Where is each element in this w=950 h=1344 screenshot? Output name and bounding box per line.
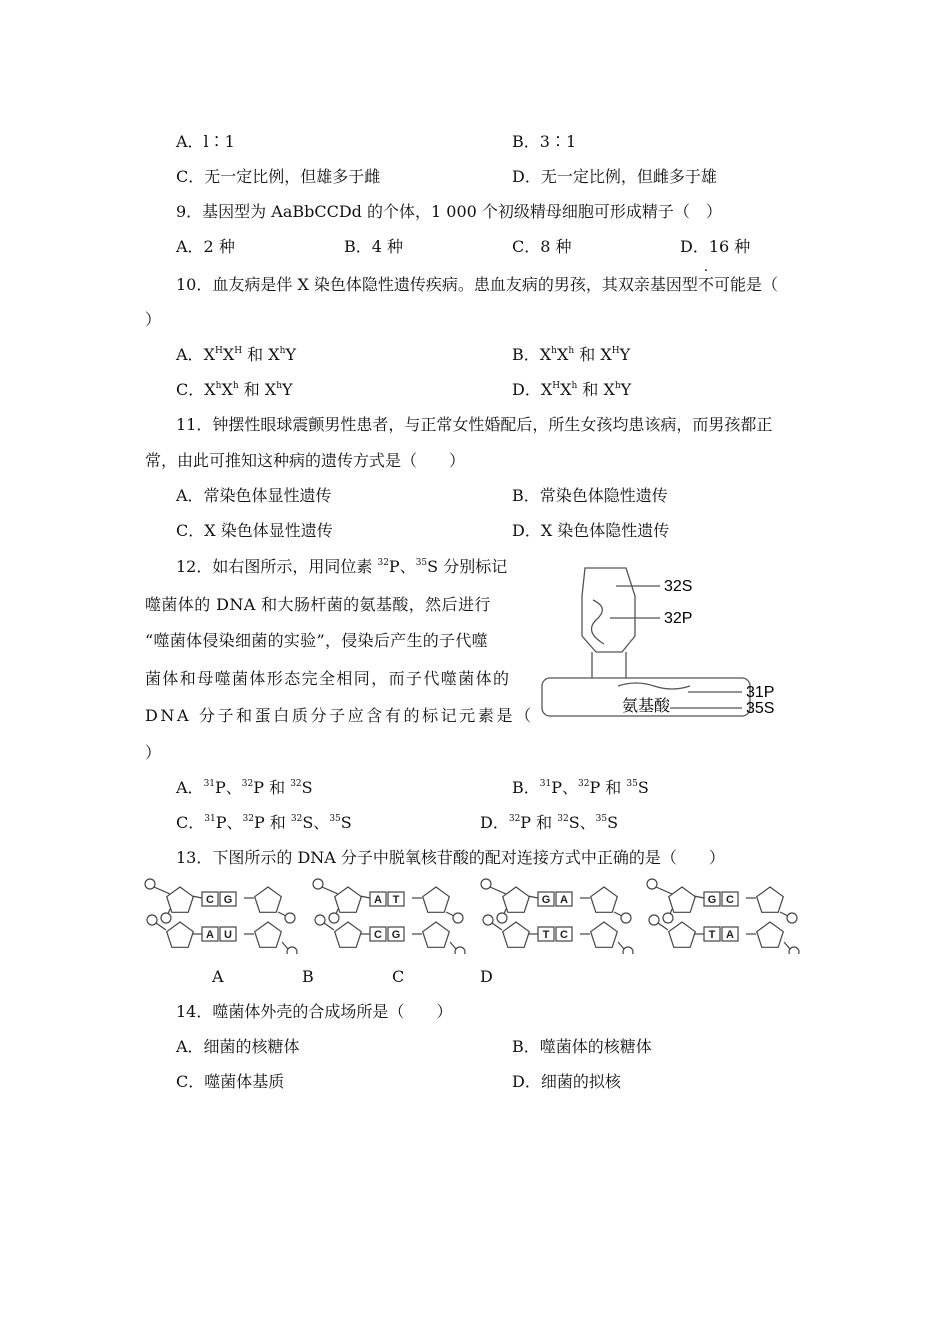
q10-option-b: B．$X^hX^h$ 和 $X^HY$ — [512, 345, 631, 364]
q14-option-a: A．细菌的核糖体 — [176, 1037, 300, 1056]
q11-option-d: D．X 染色体隐性遗传 — [512, 521, 670, 540]
q13-label-b: B — [302, 967, 314, 986]
sugar-pentagon — [757, 887, 784, 912]
backbone-line — [156, 923, 166, 930]
sugar-pentagon — [503, 922, 530, 947]
q14-option-c: C．噬菌体基质 — [176, 1072, 285, 1091]
q12-stem-line5: DNA 分子和蛋白质分子应含有的标记元素是（ — [145, 706, 534, 725]
label-31p: 31P — [746, 684, 775, 701]
sugar-pentagon — [335, 887, 362, 912]
backbone-line — [490, 887, 506, 894]
base-letter: T — [392, 894, 400, 906]
backbone-line — [614, 912, 622, 916]
backbone-line — [784, 942, 790, 949]
q12-stem-line2: 噬菌体的 DNA 和大肠杆菌的氨基酸，然后进行 — [145, 595, 491, 614]
phosphate-circle — [649, 915, 659, 925]
base-letter: C — [560, 929, 568, 941]
phosphate-circle — [287, 947, 297, 954]
phosphate-circle — [623, 947, 633, 954]
base-letter: C — [206, 894, 214, 906]
label-amino-acid: 氨基酸 — [622, 698, 671, 715]
phage-head — [582, 568, 635, 652]
phosphate-circle — [313, 879, 323, 889]
q9-option-a: A．2 种 — [176, 237, 235, 256]
sugar-pentagon — [255, 887, 282, 912]
backbone-line — [618, 942, 624, 949]
q9-stem: 9．基因型为 AaBbCCDd 的个体，1 000 个初级精母细胞可形成精子（ ） — [176, 202, 722, 221]
sugar-pentagon — [591, 887, 618, 912]
sugar-pentagon — [757, 922, 784, 947]
base-letter: A — [374, 894, 382, 906]
q13-stem: 13．下图所示的 DNA 分子中脱氧核苷酸的配对连接方式中正确的是（ ） — [176, 848, 725, 867]
dna-pairing-figures — [140, 874, 800, 954]
q13-label-c: C — [392, 967, 405, 986]
phosphate-circle — [481, 879, 491, 889]
base-letter: T — [542, 929, 550, 941]
amino-wave — [618, 683, 690, 689]
q10-stem-close: ） — [145, 310, 162, 329]
backbone-line — [154, 887, 170, 894]
sugar-pentagon — [167, 922, 194, 947]
backbone-line — [446, 912, 454, 916]
backbone-line — [504, 909, 506, 914]
backbone-line — [322, 887, 338, 894]
phage-tail — [592, 652, 626, 678]
q11-option-b: B．常染色体隐性遗传 — [512, 486, 668, 505]
backbone-line — [324, 923, 334, 930]
phosphate-circle — [145, 879, 155, 889]
base-letter: G — [223, 894, 233, 906]
phosphate-circle — [787, 913, 797, 923]
q10-stem-text-end: 可能是（ — [713, 275, 778, 294]
q12-option-c: C．$^{31}$P、$^{32}$P 和 $^{32}$S、$^{35}$S — [176, 813, 352, 832]
phosphate-circle — [455, 947, 465, 954]
dna-figure-c — [481, 879, 633, 954]
q8-option-a: A．l∶1 — [176, 132, 235, 151]
q12-stem-line6: ） — [145, 743, 162, 762]
sugar-pentagon — [591, 922, 618, 947]
q13-label-a: A — [212, 967, 224, 986]
q11-stem-line2: 常，由此可推知这种病的遗传方式是（ ） — [145, 451, 466, 470]
phosphate-circle — [497, 913, 507, 923]
q14-stem: 14．噬菌体外壳的合成场所是（ ） — [176, 1002, 453, 1021]
backbone-line — [670, 909, 672, 914]
phosphate-circle — [483, 915, 493, 925]
backbone-line — [780, 912, 788, 916]
backbone-line — [450, 942, 456, 949]
q9-option-b: B．4 种 — [344, 237, 404, 256]
q11-stem-line1: 11．钟摆性眼球震颤男性患者，与正常女性婚配后，所生女孩均患该病，而男孩都正 — [176, 415, 773, 434]
phosphate-circle — [789, 947, 799, 954]
phosphate-circle — [329, 913, 339, 923]
dna-figure-b — [313, 879, 465, 954]
phosphate-circle — [621, 913, 631, 923]
q8-option-b: B．3∶1 — [512, 132, 577, 151]
sugar-pentagon — [167, 887, 194, 912]
base-letter: A — [560, 894, 568, 906]
q10-option-d: D．$X^HX^h$ 和 $X^hY$ — [512, 380, 632, 399]
q12-stem-line4: 菌体和母噬菌体形态完全相同，而子代噬菌体的 — [145, 669, 511, 688]
base-letter: A — [726, 929, 734, 941]
backbone-line — [168, 909, 170, 914]
sugar-pentagon — [503, 887, 530, 912]
q10-emphasis-dot: 不 — [697, 275, 714, 294]
phosphate-circle — [285, 913, 295, 923]
backbone-line — [492, 923, 502, 930]
backbone-line — [658, 923, 668, 930]
dna-figure-a — [145, 879, 297, 954]
base-letter: T — [708, 929, 716, 941]
q8-option-c: C．无一定比例，但雄多于雌 — [176, 167, 381, 186]
label-32s: 32S — [664, 578, 693, 595]
q9-option-c: C．8 种 — [512, 237, 572, 256]
phosphate-circle — [663, 913, 673, 923]
q10-stem-text: 10．血友病是伴 X 染色体隐性遗传疾病。患血友病的男孩，其双亲基因型 — [176, 275, 698, 294]
phage-diagram — [538, 556, 788, 726]
q14-option-d: D．细菌的拟核 — [512, 1072, 621, 1091]
phosphate-circle — [161, 913, 171, 923]
phage-dna — [592, 600, 605, 644]
base-letter: U — [224, 929, 232, 941]
base-letter: C — [374, 929, 382, 941]
backbone-line — [656, 887, 672, 894]
backbone-line — [278, 912, 286, 916]
label-35s: 35S — [746, 700, 775, 717]
q8-option-d: D．无一定比例，但雌多于雄 — [512, 167, 717, 186]
q12-stem-line3: “噬菌体侵染细菌的实验”，侵染后产生的子代噬 — [145, 631, 488, 650]
phosphate-circle — [453, 913, 463, 923]
phosphate-circle — [147, 915, 157, 925]
phosphate-circle — [315, 915, 325, 925]
backbone-line — [282, 942, 288, 949]
sugar-pentagon — [423, 887, 450, 912]
q10-stem — [176, 275, 778, 295]
base-letter: G — [391, 929, 401, 941]
q10-option-a: A．$X^HX^H$ 和 $X^hY$ — [176, 345, 296, 364]
q9-option-d: D．16 种 — [680, 237, 751, 256]
label-32p: 32P — [664, 610, 693, 627]
sugar-pentagon — [335, 922, 362, 947]
dna-figure-d — [647, 879, 799, 954]
q10-option-c: C．$X^hX^h$ 和 $X^hY$ — [176, 380, 293, 399]
phosphate-circle — [647, 879, 657, 889]
base-letter: G — [707, 894, 717, 906]
q12-option-a: A．$^{31}$P、$^{32}$P 和 $^{32}$S — [176, 778, 313, 797]
q12-option-b: B．$^{31}$P、$^{32}$P 和 $^{35}$S — [512, 778, 649, 797]
q11-option-a: A．常染色体显性遗传 — [176, 486, 332, 505]
base-letter: C — [726, 894, 734, 906]
q12-stem-line1: 12．如右图所示，用同位素 $^{32}$P、$^{35}$S 分别标记 — [176, 557, 508, 576]
q14-option-b: B．噬菌体的核糖体 — [512, 1037, 652, 1056]
sugar-pentagon — [423, 922, 450, 947]
backbone-line — [336, 909, 338, 914]
sugar-pentagon — [669, 922, 696, 947]
sugar-pentagon — [255, 922, 282, 947]
base-letter: G — [541, 894, 551, 906]
base-letter: A — [206, 929, 214, 941]
sugar-pentagon — [669, 887, 696, 912]
q13-label-d: D — [480, 967, 493, 986]
q11-option-c: C．X 染色体显性遗传 — [176, 521, 333, 540]
q12-option-d: D．$^{32}$P 和 $^{32}$S、$^{35}$S — [480, 813, 619, 832]
